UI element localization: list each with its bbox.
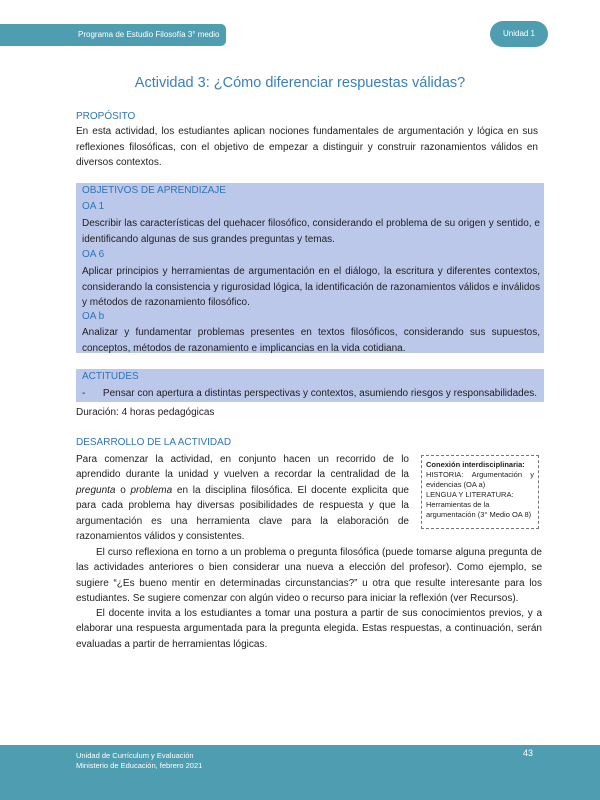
unit-badge: Unidad 1 [490, 21, 548, 47]
development-paragraph-2: El curso reflexiona en torno a un problema o pregunta filosófica (puede tomarse alguna pregunta de las actividades anteriores o bien considerar una nueva a elección del profesor). Como ejemplo, se sugiere “¿Es bueno mentir en determinadas circunstancias?” u otra que resulte interesante para los estudiantes. Se sugiere comenzar con algún video o recurso para iniciar la reflexión (ver Recursos). [76, 547, 542, 605]
bullet-dash: - [82, 388, 86, 399]
objective-code: OA b [82, 311, 105, 322]
interdisciplinary-line: Herramientas de la [426, 500, 490, 509]
objectives-heading: OBJETIVOS DE APRENDIZAJE [82, 185, 226, 196]
interdisciplinary-line: evidencias (OA a) [426, 480, 486, 489]
interdisciplinary-heading: Conexión interdisciplinaria: [426, 460, 525, 469]
development-paragraph-3: El docente invita a los estudiantes a tomar una postura a partir de sus conocimientos previos, y a elaborar una respuesta argumentada para la pregunta elegida. Estas respuestas, a continuación, serán evaluadas a partir de herramientas lógicas. [76, 608, 542, 650]
page-number: 43 [523, 748, 534, 758]
interdisciplinary-line: argumentación (3° Medio OA 8) [426, 510, 532, 519]
activity-title: Actividad 3: ¿Cómo diferenciar respuestas válidas? [134, 75, 466, 91]
interdisciplinary-box [421, 455, 539, 529]
objective-text: Describir las características del quehacer filosófico, considerando el problema de su origen y sentido, e identificando algunas de sus grandes preguntas y temas. [82, 218, 540, 245]
program-title: Programa de Estudio Filosofía 3° medio [78, 30, 220, 39]
objective-code: OA 6 [82, 249, 105, 260]
attitudes-heading: ACTITUDES [82, 371, 139, 382]
development-paragraph-1: Para comenzar la actividad, en conjunto hacen un recorrido de lo aprendido durante la unidad y vuelven a recordar la centralidad de la pregunta o problema en la disciplina filosófica. El docente explicita que para cada problema hay diversas posibilidades de respuesta y que la argumentación es una herramienta clave para la elaboración de razonamientos válidos y consistentes. [76, 454, 409, 543]
attitudes-box [76, 369, 544, 402]
interdisciplinary-line: LENGUA Y LITERATURA: [426, 490, 514, 499]
purpose-text: En esta actividad, los estudiantes aplican nociones fundamentales de argumentación y lógica en sus reflexiones filosóficas, con el objetivo de empezar a distinguir y construir razonamientos válidos en diversos contextos. [76, 126, 538, 169]
purpose-heading: PROPÓSITO [76, 111, 136, 122]
attitude-text: Pensar con apertura a distintas perspectivas y contextos, asumiendo riesgos y responsabilidades. [102, 388, 538, 399]
footer-ministry: Ministerio de Educación, febrero 2021 [76, 761, 203, 770]
header-band [0, 24, 70, 46]
objective-code: OA 1 [82, 201, 105, 212]
development-heading: DESARROLLO DE LA ACTIVIDAD [76, 437, 232, 448]
objective-text: Aplicar principios y herramientas de argumentación en el diálogo, la escritura y diferentes contextos, considerando la consistencia y rigurosidad lógica, la identificación de razonamientos válidos e inválidos y métodos de razonamiento filosófico. [82, 266, 540, 309]
footer-unit: Unidad de Currículum y Evaluación [76, 751, 194, 760]
attitude-item [82, 387, 537, 400]
duration-text: Duración: 4 horas pedagógicas [76, 407, 215, 418]
objective-text: Analizar y fundamentar problemas presentes en textos filosóficos, considerando sus supuestos, conceptos, métodos de razonamiento e implicancias en la vida cotidiana. [82, 327, 540, 354]
objectives-box [76, 183, 544, 353]
interdisciplinary-line: HISTORIA: Argumentación y [426, 470, 534, 479]
